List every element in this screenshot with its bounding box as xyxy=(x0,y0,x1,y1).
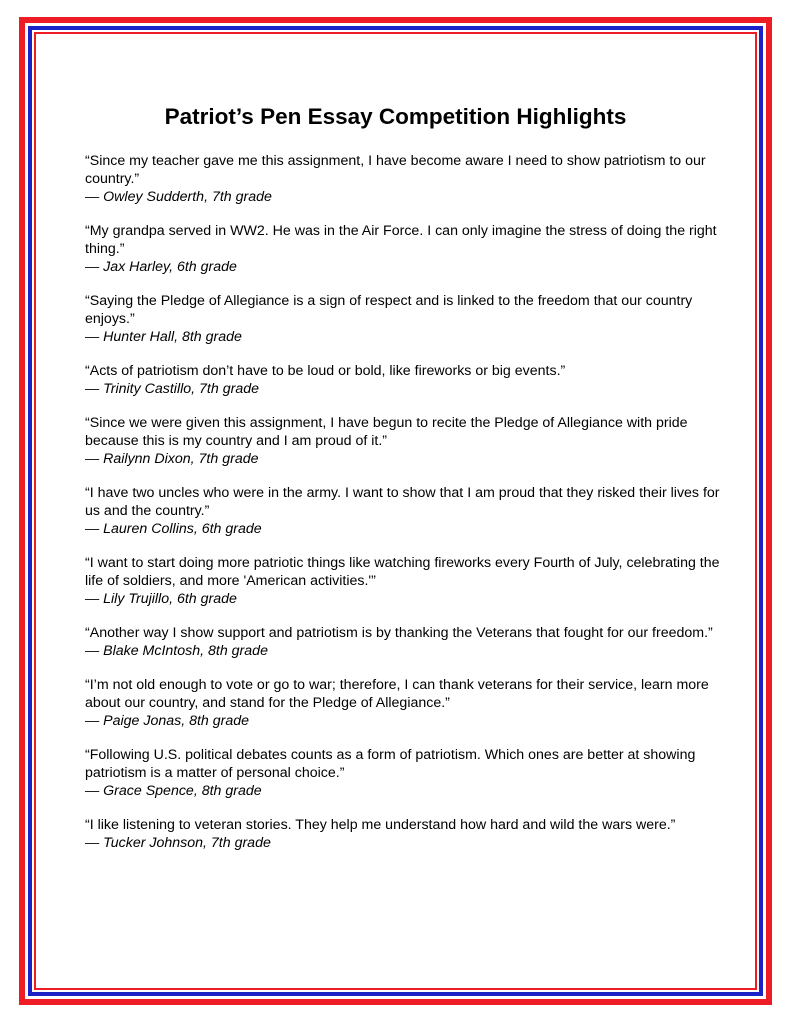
quote-text: “I want to start doing more patriotic things like watching fireworks every Fourth of July, celebrating the life of soldiers, and more 'American activities.'” xyxy=(85,555,720,589)
quote-text: “Another way I show support and patriotism is by thanking the Veterans that fought for our freedom.” xyxy=(85,625,713,641)
quote-attribution: — Jax Harley, 6th grade xyxy=(85,259,237,275)
quote-attribution: — Railynn Dixon, 7th grade xyxy=(85,451,259,467)
quote-text: “I have two uncles who were in the army. I want to show that I am proud that they risked their lives for us and the country.” xyxy=(85,485,720,519)
quote-text: “I’m not old enough to vote or go to war; therefore, I can thank veterans for their service, learn more about our country, and stand for the Pledge of Allegiance.” xyxy=(85,677,709,711)
quote-text: “Acts of patriotism don’t have to be loud or bold, like fireworks or big events.” xyxy=(85,363,566,379)
quote-attribution: — Blake McIntosh, 8th grade xyxy=(85,643,268,659)
page-content xyxy=(36,34,755,988)
quote-attribution: — Lauren Collins, 6th grade xyxy=(85,521,262,537)
quote-item xyxy=(85,816,733,852)
quote-text: “I like listening to veteran stories. They help me understand how hard and wild the wars were.” xyxy=(85,817,676,833)
quote-text: “Since my teacher gave me this assignment, I have become aware I need to show patriotism to our country.” xyxy=(85,153,706,187)
quote-attribution: — Hunter Hall, 8th grade xyxy=(85,329,242,345)
quote-item xyxy=(85,414,733,468)
quote-text: “Following U.S. political debates counts as a form of patriotism. Which ones are better at showing patriotism is a matter of personal choice.” xyxy=(85,747,696,781)
quote-item xyxy=(85,484,733,538)
quote-text: “My grandpa served in WW2. He was in the Air Force. I can only imagine the stress of doing the right thing.” xyxy=(85,223,717,257)
quote-text: “Saying the Pledge of Allegiance is a sign of respect and is linked to the freedom that our country enjoys.” xyxy=(85,293,693,327)
quote-item xyxy=(85,624,733,660)
quote-attribution: — Lily Trujillo, 6th grade xyxy=(85,591,237,607)
quote-attribution: — Trinity Castillo, 7th grade xyxy=(85,381,259,397)
quote-attribution: — Owley Sudderth, 7th grade xyxy=(85,189,272,205)
quote-item xyxy=(85,362,733,398)
quote-item xyxy=(85,292,733,346)
quote-item xyxy=(85,222,733,276)
quote-attribution: — Paige Jonas, 8th grade xyxy=(85,713,250,729)
quote-list xyxy=(85,152,733,868)
page-title: Patriot’s Pen Essay Competition Highlights xyxy=(164,104,627,129)
quote-item xyxy=(85,746,733,800)
quote-text: “Since we were given this assignment, I have begun to recite the Pledge of Allegiance with pride because this is my country and I am proud of it.” xyxy=(85,415,688,449)
quote-item xyxy=(85,554,733,608)
quote-attribution: — Grace Spence, 8th grade xyxy=(85,783,262,799)
quote-item xyxy=(85,676,733,730)
quote-item xyxy=(85,152,733,206)
quote-attribution: — Tucker Johnson, 7th grade xyxy=(85,835,271,851)
